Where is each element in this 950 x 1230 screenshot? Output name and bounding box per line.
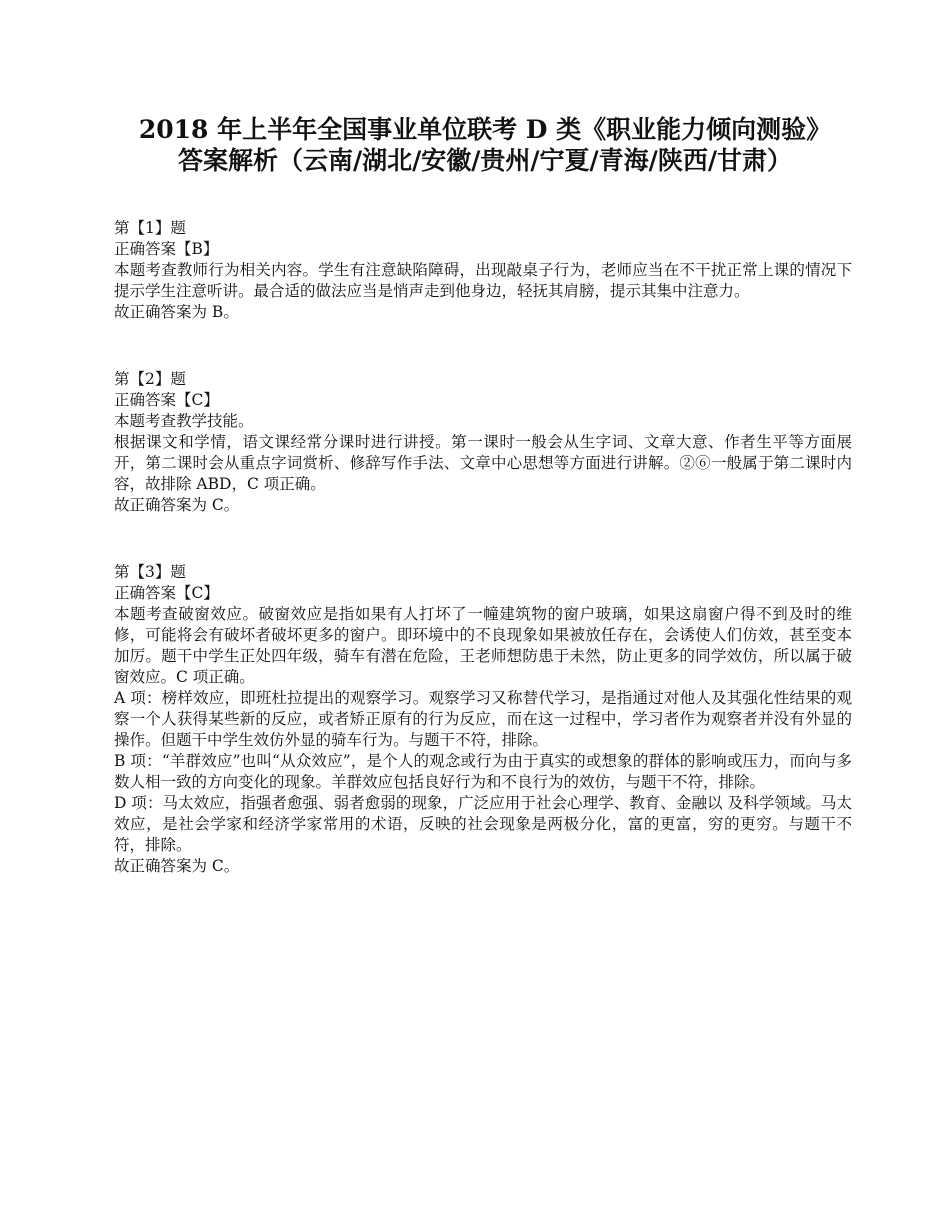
correct-answer: 正确答案【C】 [114, 391, 219, 409]
conclusion-paragraph: 故正确答案为 C。 [114, 857, 240, 875]
explanation-paragraph: 根据课文和学情，语文课经常分课时进行讲授。第一课时一般会从生字词、文章大意、作者生平等方面展开，第二课时会从重点字词赏析、修辞写作手法、文章中心思想等方面进行讲解。②⑥一般属于第二课时内容，故排除 ABD，C 项正确。 [114, 433, 852, 493]
explanation-paragraph: 本题考查教学技能。 [114, 412, 254, 430]
document-title [100, 114, 870, 176]
question-2 [114, 369, 852, 516]
option-a-analysis: A 项：榜样效应，即班杜拉提出的观察学习。观察学习又称替代学习，是指通过对他人及其强化性结果的观察一个人获得某些新的反应，或者矫正原有的行为反应，而在这一过程中，学习者作为观察者并没有外显的操作。但题干中学生效仿外显的骑车行为。与题干不符，排除。 [114, 689, 852, 749]
explanation-paragraph: 本题考查教师行为相关内容。学生有注意缺陷障碍，出现敲桌子行为，老师应当在不干扰正常上课的情况下提示学生注意听讲。最合适的做法应当是悄声走到他身边，轻抚其肩膀，提示其集中注意力。 [114, 261, 852, 300]
conclusion-paragraph: 故正确答案为 C。 [114, 496, 240, 514]
conclusion-paragraph: 故正确答案为 B。 [114, 303, 239, 321]
question-heading: 第【2】题 [114, 370, 186, 388]
question-1 [114, 218, 852, 323]
document-body [114, 218, 852, 877]
correct-answer: 正确答案【B】 [114, 240, 219, 258]
option-d-analysis: D 项：马太效应，指强者愈强、弱者愈弱的现象，广泛应用于社会心理学、教育、金融以 及科学领域。马太效应，是社会学家和经济学家常用的术语，反映的社会现象是两极分化，富的更富，穷的更穷。与题干不符，排除。 [114, 794, 852, 854]
title-line-1: 2018 年上半年全国事业单位联考 D 类《职业能力倾向测验》 [138, 115, 832, 144]
question-heading: 第【3】题 [114, 563, 186, 581]
title-line-2: 答案解析（云南/湖北/安徽/贵州/宁夏/青海/陕西/甘肃） [178, 146, 792, 175]
explanation-paragraph: 本题考查破窗效应。破窗效应是指如果有人打坏了一幢建筑物的窗户玻璃，如果这扇窗户得不到及时的维修，可能将会有破坏者破坏更多的窗户。即环境中的不良现象如果被放任存在，会诱使人们仿效，甚至变本加厉。题干中学生正处四年级，骑车有潜在危险，王老师想防患于未然，防止更多的同学效仿，所以属于破窗效应。C 项正确。 [114, 605, 852, 686]
question-3 [114, 562, 852, 877]
question-heading: 第【1】题 [114, 219, 186, 237]
correct-answer: 正确答案【C】 [114, 584, 219, 602]
option-b-analysis: B 项：“羊群效应”也叫“从众效应”，是个人的观念或行为由于真实的或想象的群体的影响或压力，而向与多数人相一致的方向变化的现象。羊群效应包括良好行为和不良行为的效仿，与题干不符，排除。 [114, 752, 852, 791]
